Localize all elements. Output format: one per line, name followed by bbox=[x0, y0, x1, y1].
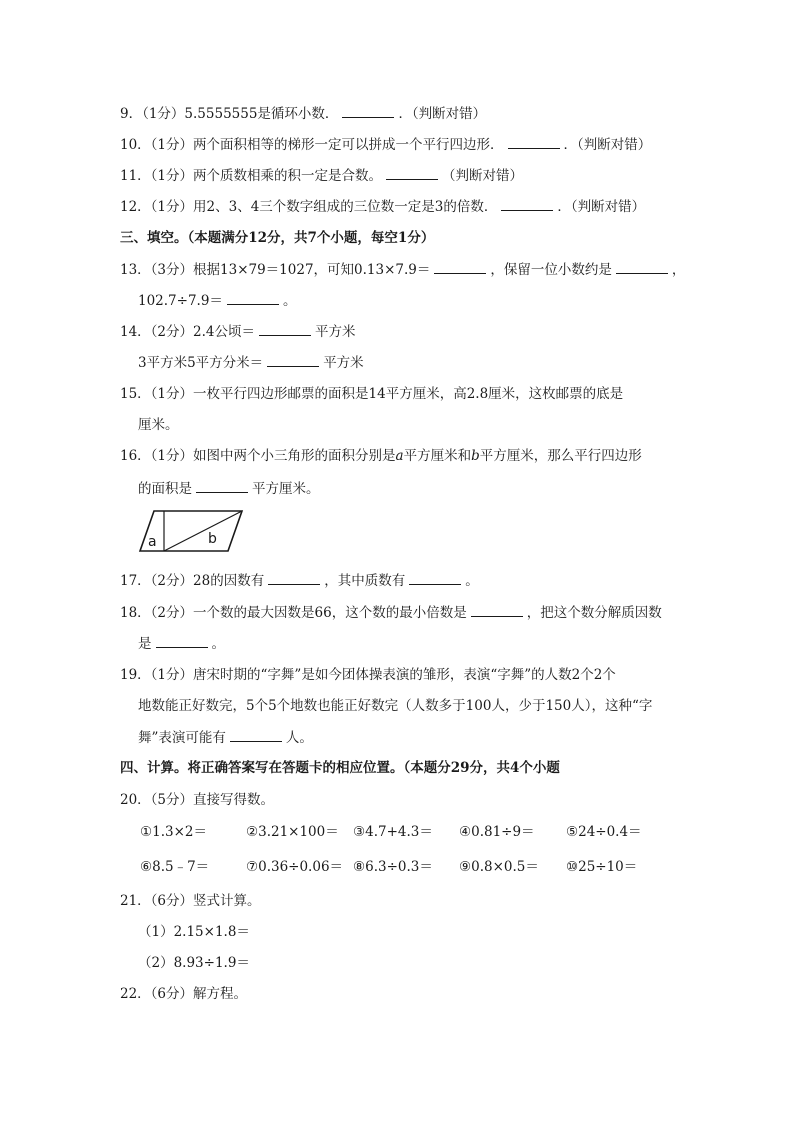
question-13: 13．（3分）根据13×79＝1027，可知0.13×7.9＝ ，保留一位小数约是 ， bbox=[120, 259, 685, 280]
answer-blank[interactable] bbox=[259, 321, 311, 336]
question-14: 14．（2分）2.4公顷＝ 平方米 bbox=[120, 321, 356, 342]
label-b: b bbox=[208, 531, 217, 547]
question-15-line2: 厘米。 bbox=[138, 417, 179, 433]
answer-blank[interactable] bbox=[616, 259, 668, 274]
answer-blank[interactable] bbox=[196, 478, 248, 493]
section-4-heading: 四、计算。将正确答案写在答题卡的相应位置。（本题分29分，共4个小题 bbox=[120, 760, 560, 776]
answer-blank[interactable] bbox=[230, 727, 282, 742]
question-9: 9．（1分）5.5555555是循环小数． ．（判断对错） bbox=[120, 103, 486, 124]
question-18-line2: 是 。 bbox=[138, 633, 225, 654]
calc-item: ⑤24÷0.4＝ bbox=[566, 824, 642, 840]
calc-item: ⑥8.5﹣7＝ bbox=[140, 859, 210, 875]
question-21-title: 21．（6分）竖式计算。 bbox=[120, 893, 261, 909]
question-17: 17．（2分）28的因数有 ，其中质数有 。 bbox=[120, 570, 479, 591]
calc-item: ⑩25÷10＝ bbox=[566, 859, 638, 875]
question-19-line2: 地数能正好数完，5个5个地数也能正好数完（人数多于100人，少于150人），这种“字 bbox=[138, 698, 653, 714]
answer-blank[interactable] bbox=[501, 196, 553, 211]
answer-blank[interactable] bbox=[508, 134, 560, 149]
question-11: 11．（1分）两个质数相乘的积一定是合数。 （判断对错） bbox=[120, 165, 523, 186]
calc-item: ⑨0.8×0.5＝ bbox=[459, 859, 539, 875]
question-16-line2: 的面积是 平方厘米。 bbox=[138, 478, 320, 499]
question-22-title: 22．（6分）解方程。 bbox=[120, 986, 248, 1002]
answer-blank[interactable] bbox=[227, 290, 279, 305]
answer-blank[interactable] bbox=[434, 259, 486, 274]
question-18: 18．（2分）一个数的最大因数是66，这个数的最小倍数是 ，把这个数分解质因数 bbox=[120, 602, 662, 623]
answer-blank[interactable] bbox=[471, 602, 523, 617]
calc-item: ②3.21×100＝ bbox=[246, 824, 339, 840]
section-3-heading: 三、填空。（本题满分12分，共7个小题，每空1分） bbox=[120, 230, 435, 246]
calc-item: ③4.7+4.3＝ bbox=[353, 824, 433, 840]
calc-item: ⑧6.3÷0.3＝ bbox=[353, 859, 433, 875]
question-20-title: 20．（5分）直接写得数。 bbox=[120, 792, 275, 808]
question-21-part1: （1）2.15×1.8＝ bbox=[138, 924, 250, 940]
question-13-line2: 102.7÷7.9＝ 。 bbox=[138, 290, 296, 311]
parallelogram-figure bbox=[136, 508, 248, 554]
answer-blank[interactable] bbox=[268, 570, 320, 585]
question-21-part2: （2）8.93÷1.9＝ bbox=[138, 955, 250, 971]
answer-blank[interactable] bbox=[267, 352, 319, 367]
question-14-line2: 3平方米5平方分米＝ 平方米 bbox=[138, 352, 364, 373]
calc-item: ⑦0.36÷0.06＝ bbox=[246, 859, 344, 875]
answer-blank[interactable] bbox=[409, 570, 461, 585]
question-19: 19．（1分）唐宋时期的“字舞”是如今团体操表演的雏形，表演“字舞”的人数2个2个 bbox=[120, 667, 616, 683]
question-19-line3: 舞”表演可能有 人。 bbox=[138, 727, 313, 748]
question-10: 10．（1分）两个面积相等的梯形一定可以拼成一个平行四边形． ．（判断对错） bbox=[120, 134, 651, 155]
question-16: 16．（1分）如图中两个小三角形的面积分别是a平方厘米和b平方厘米，那么平行四边形 bbox=[120, 448, 642, 464]
question-15: 15．（1分）一枚平行四边形邮票的面积是14平方厘米，高2.8厘米，这枚邮票的底是 bbox=[120, 386, 624, 402]
answer-blank[interactable] bbox=[156, 633, 208, 648]
question-12: 12．（1分）用2、3、4三个数字组成的三位数一定是3的倍数． ．（判断对错） bbox=[120, 196, 645, 217]
calc-item: ①1.3×2＝ bbox=[140, 824, 207, 840]
label-a: a bbox=[148, 534, 157, 550]
answer-blank[interactable] bbox=[342, 103, 394, 118]
answer-blank[interactable] bbox=[386, 165, 438, 180]
calc-item: ④0.81÷9＝ bbox=[459, 824, 535, 840]
